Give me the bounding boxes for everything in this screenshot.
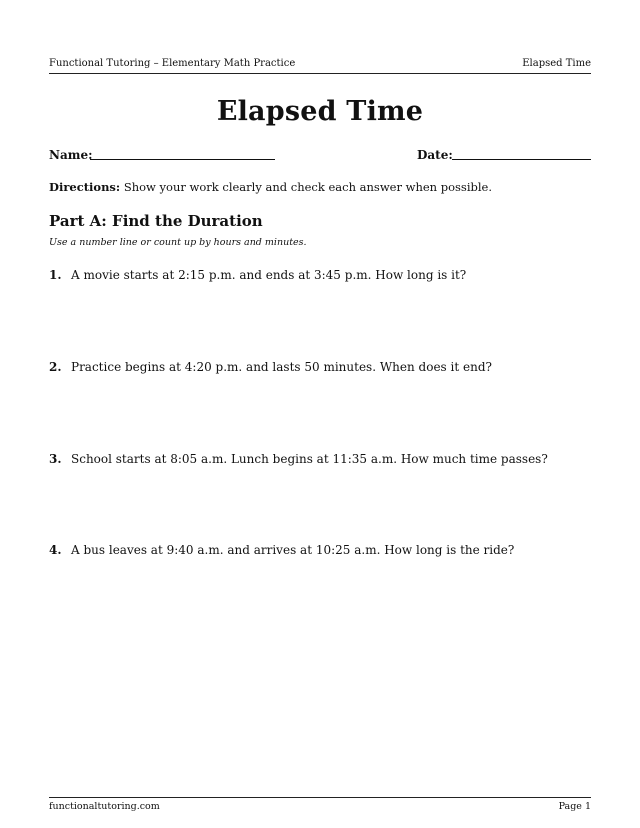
- question-text: A bus leaves at 9:40 a.m. and arrives at 10:25 a.m. How long is the ride?: [71, 543, 515, 557]
- question-2: [49, 360, 591, 374]
- directions-text: Show your work clearly and check each answer when possible.: [123, 180, 493, 194]
- page-footer: [49, 797, 591, 814]
- question-text: Practice begins at 4:20 p.m. and lasts 50 minutes. When does it end?: [71, 360, 492, 374]
- question-number: 1.: [49, 268, 62, 282]
- question-4: [49, 543, 591, 557]
- question-number: 3.: [49, 452, 62, 466]
- page-title: Elapsed Time: [216, 96, 424, 127]
- question-number: 4.: [49, 543, 62, 557]
- part-a-subtitle: Use a number line or count up by hours and minutes.: [49, 237, 307, 248]
- page-header: [49, 58, 591, 74]
- name-label: Name:: [49, 148, 93, 162]
- header-right-text: Elapsed Time: [522, 58, 591, 69]
- date-label: Date:: [417, 148, 453, 162]
- question-text: A movie starts at 2:15 p.m. and ends at 3:45 p.m. How long is it?: [71, 268, 467, 282]
- name-date-row: [49, 148, 591, 162]
- question-3: [49, 452, 591, 466]
- name-line[interactable]: [90, 159, 275, 160]
- directions: [49, 180, 591, 194]
- footer-page-number: Page 1: [558, 801, 591, 812]
- question-text: School starts at 8:05 a.m. Lunch begins at 11:35 a.m. How much time passes?: [71, 452, 548, 466]
- part-a-title: Part A: Find the Duration: [49, 212, 263, 230]
- directions-label: Directions:: [49, 180, 121, 194]
- question-1: [49, 268, 591, 282]
- question-number: 2.: [49, 360, 62, 374]
- header-left-text: Functional Tutoring – Elementary Math Practice: [49, 58, 296, 69]
- date-line[interactable]: [452, 159, 591, 160]
- footer-website: functionaltutoring.com: [49, 801, 160, 812]
